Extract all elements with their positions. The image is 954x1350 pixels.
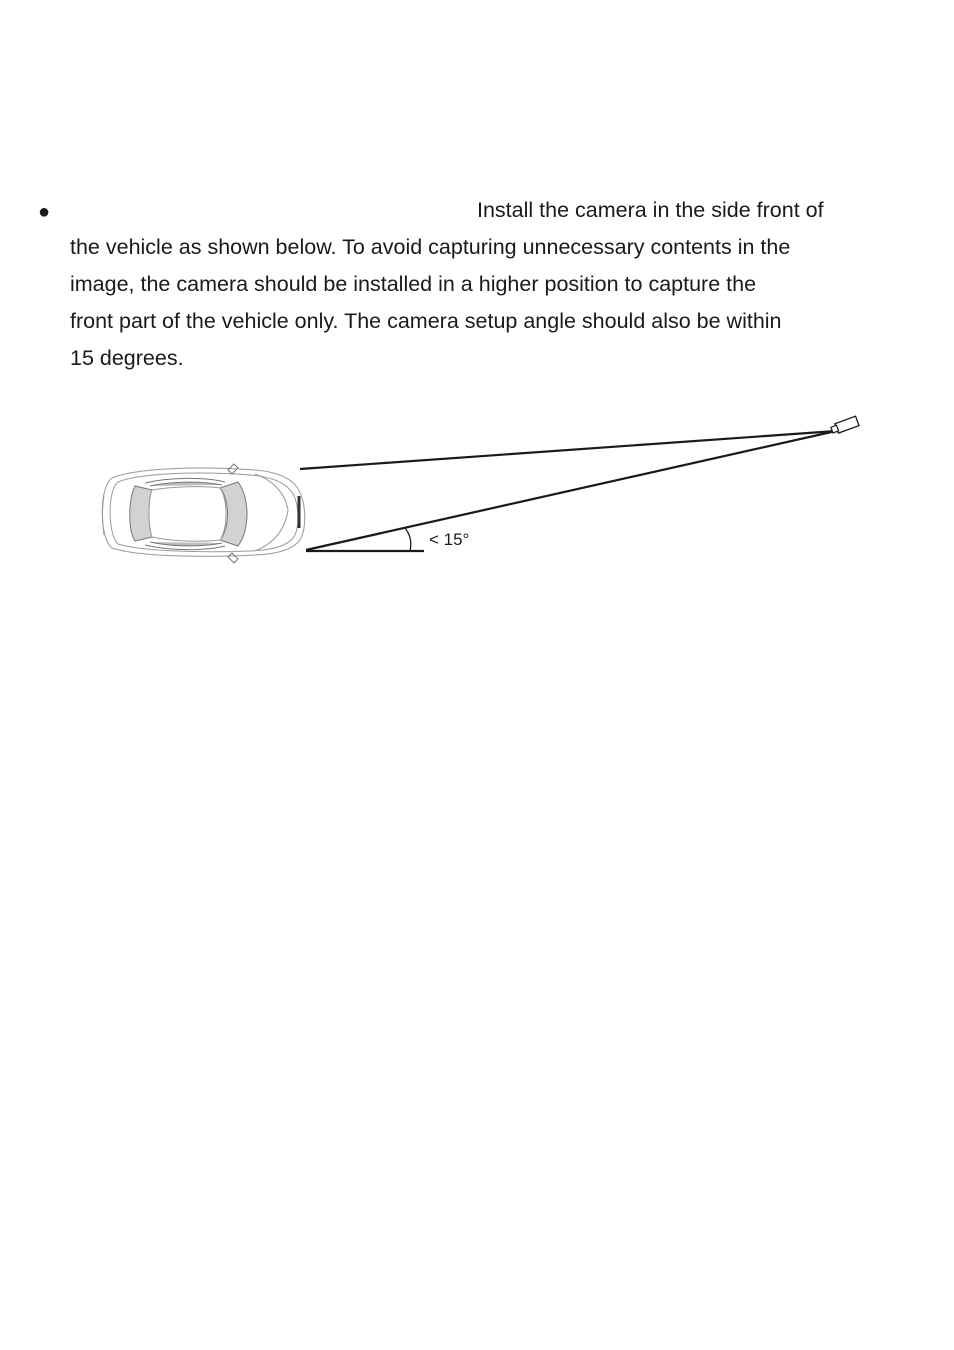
angle-arc bbox=[405, 528, 411, 551]
installation-instruction bbox=[70, 192, 940, 377]
car-top-view-icon bbox=[102, 464, 305, 563]
instruction-line-2: the vehicle as shown below. To avoid capturing unnecessary contents in the bbox=[70, 235, 791, 259]
instruction-line-3: image, the camera should be installed in a higher position to capture the bbox=[70, 272, 757, 296]
bullet-point: ● bbox=[38, 201, 51, 223]
angle-label: < 15° bbox=[429, 530, 470, 549]
camera-setup-diagram bbox=[0, 400, 954, 570]
instruction-line-4: front part of the vehicle only. The camera setup angle should also be within bbox=[70, 309, 782, 333]
instruction-line-1: Install the camera in the side front of bbox=[477, 198, 824, 222]
camera-icon bbox=[830, 416, 859, 435]
instruction-line-5: 15 degrees. bbox=[70, 346, 184, 370]
